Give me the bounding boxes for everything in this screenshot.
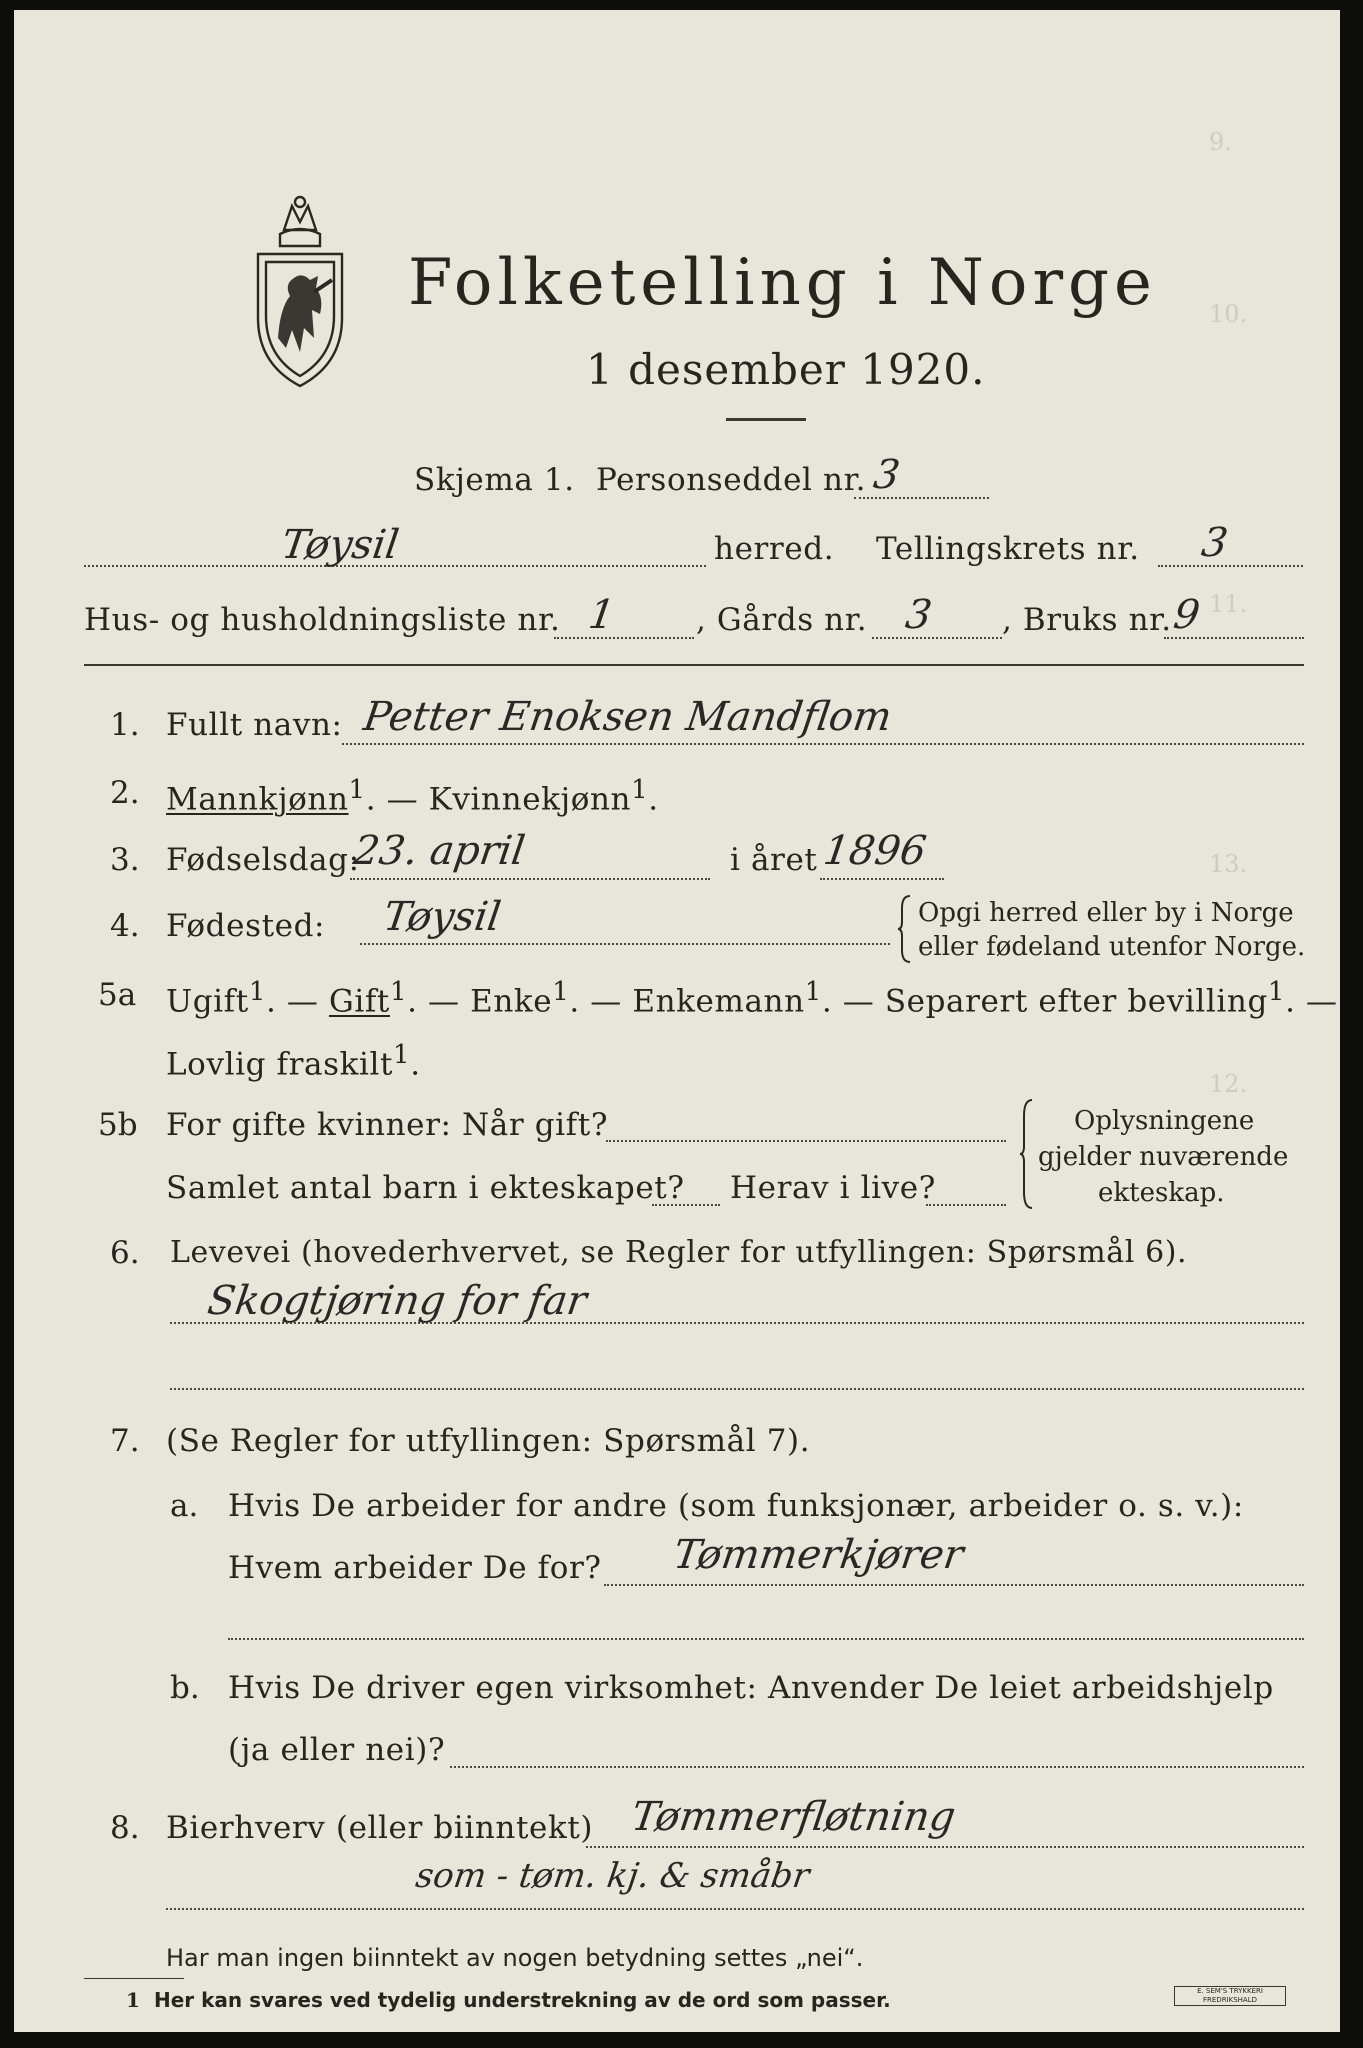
side-income-value-line2: som - tøm. kj. & småbr xyxy=(413,1856,812,1896)
q5b-note-line1: Oplysningene xyxy=(1074,1106,1255,1136)
birth-date-value: 23. april xyxy=(350,828,528,874)
personseddel-value: 3 xyxy=(870,452,903,498)
hus-value: 1 xyxy=(585,592,618,638)
birthplace-value: Tøysil xyxy=(380,894,504,940)
q8-label: Bierhverv (eller biinntekt) xyxy=(166,1810,594,1846)
q4-number: 4. xyxy=(110,908,140,944)
census-date: 1 desember 1920. xyxy=(586,345,986,394)
q6-field-line1 xyxy=(170,1322,1304,1324)
q5b-note-line3: ekteskap. xyxy=(1098,1178,1225,1208)
q7a-question: Hvem arbeider De for? xyxy=(228,1550,602,1586)
gards-label: , Gårds nr. xyxy=(696,602,868,638)
option-kvinnekjonn: Kvinnekjønn xyxy=(428,781,632,818)
census-form-sheet xyxy=(14,10,1340,2032)
q4-note-line1: Opgi herred eller by i Norge xyxy=(918,898,1294,928)
tellingskrets-field-line xyxy=(1158,565,1303,567)
q7a-letter: a. xyxy=(170,1488,199,1524)
gards-value: 3 xyxy=(902,592,935,638)
option-fraskilt: Lovlig fraskilt xyxy=(166,1046,394,1083)
herred-label: herred. xyxy=(714,531,835,567)
q6-label: Levevei (hovederhvervet, se Regler for utfyllingen: Spørsmål 6). xyxy=(170,1235,1188,1270)
tellingskrets-label: Tellingskrets nr. xyxy=(876,531,1140,567)
option-ugift: Ugift xyxy=(166,983,249,1020)
q7b-letter: b. xyxy=(170,1670,200,1706)
q1-number: 1. xyxy=(110,707,140,743)
q5b-label-alive: Herav i live? xyxy=(730,1170,936,1206)
gards-field-line xyxy=(872,637,1002,639)
bleed-through-text: 10. xyxy=(1209,300,1248,328)
q5b-alive-line xyxy=(926,1204,1006,1206)
option-mannkjonn: Mannkjønn xyxy=(166,781,349,818)
q3-year-line xyxy=(820,878,944,880)
bruks-value: 9 xyxy=(1170,592,1203,638)
footnote-text: Her kan svares ved tydelig understrekning av de ord som passer. xyxy=(154,1988,891,2012)
q7b-question: (ja eller nei)? xyxy=(228,1732,446,1768)
q5b-label-children: Samlet antal barn i ekteskapet? xyxy=(166,1170,685,1206)
side-income-value: Tømmerfløtning xyxy=(628,1794,959,1840)
q4-label: Fødested: xyxy=(166,908,326,944)
q8-field-line1 xyxy=(586,1846,1304,1848)
q3-label: Fødselsdag: xyxy=(166,842,360,878)
option-enkemann: Enkemann xyxy=(632,983,805,1020)
q3-date-line xyxy=(350,878,710,880)
footnote-divider xyxy=(84,1978,184,1979)
brace-icon xyxy=(898,894,912,964)
employer-value: Tømmerkjører xyxy=(670,1532,967,1578)
skjema-label: Skjema 1. xyxy=(414,462,575,498)
footnote-mark: 1 xyxy=(126,1988,140,2012)
bleed-through-text: 12. xyxy=(1209,1070,1248,1098)
bleed-through-text: 13. xyxy=(1209,850,1248,878)
q4-note-line2: eller fødeland utenfor Norge. xyxy=(918,932,1306,962)
title-divider xyxy=(726,418,806,421)
hus-label: Hus- og husholdningsliste nr. xyxy=(84,602,561,638)
q5b-note-line2: gjelder nuværende xyxy=(1038,1142,1289,1172)
q5a-number: 5a xyxy=(98,977,137,1013)
q6-number: 6. xyxy=(110,1235,140,1271)
tellingskrets-value: 3 xyxy=(1198,520,1231,566)
norway-coat-of-arms-icon xyxy=(244,188,356,388)
form-title: Folketelling i Norge xyxy=(408,246,1157,320)
bleed-through-text: 11. xyxy=(1209,590,1248,618)
brace-icon xyxy=(1020,1098,1034,1210)
bleed-through-text: 9. xyxy=(1209,128,1232,156)
q4-field-line xyxy=(360,943,890,945)
q5b-children-line xyxy=(652,1204,720,1206)
option-separert: Separert efter bevilling xyxy=(884,983,1268,1020)
q1-label: Fullt navn: xyxy=(166,707,343,743)
q7b-field-line xyxy=(450,1766,1304,1768)
q5b-married-line xyxy=(606,1140,1006,1142)
q2-number: 2. xyxy=(110,775,140,811)
q7a-field-line2 xyxy=(228,1638,1304,1640)
q8-note: Har man ingen biinntekt av nogen betydning settes „nei“. xyxy=(166,1944,864,1972)
q7a-text: Hvis De arbeider for andre (som funksjonær, arbeider o. s. v.): xyxy=(228,1488,1244,1524)
q8-field-line2 xyxy=(166,1908,1304,1910)
q5b-number: 5b xyxy=(98,1107,138,1143)
q7-number: 7. xyxy=(110,1423,140,1459)
year-label: i året xyxy=(730,842,818,878)
option-gift: Gift xyxy=(328,983,390,1020)
q3-number: 3. xyxy=(110,842,140,878)
herred-value: Tøysil xyxy=(278,522,402,568)
q5b-label-married: For gifte kvinner: Når gift? xyxy=(166,1107,609,1143)
bruks-label: , Bruks nr. xyxy=(1002,602,1172,638)
q7-label: (Se Regler for utfyllingen: Spørsmål 7). xyxy=(166,1423,811,1459)
q8-number: 8. xyxy=(110,1810,140,1846)
q7b-text: Hvis De driver egen virksomhet: Anvender De leiet arbeidshjelp xyxy=(228,1670,1274,1706)
hus-field-line xyxy=(554,637,694,639)
header-divider xyxy=(84,664,1304,666)
printer-stamp: E. SEM'S TRYKKERI FREDRIKSHALD xyxy=(1174,1986,1286,2006)
option-enke: Enke xyxy=(470,983,553,1020)
q2-options: Mannkjønn$^1$. — Kvinnekjønn$^1$. xyxy=(166,775,659,818)
q1-field-line xyxy=(342,743,1304,745)
occupation-value: Skogtjøring for far xyxy=(204,1278,590,1324)
q6-field-line2 xyxy=(170,1388,1304,1390)
birth-year-value: 1896 xyxy=(820,828,930,874)
q5a-options-line2: Lovlig fraskilt$^1$. xyxy=(166,1040,421,1083)
full-name-value: Petter Enoksen Mandflom xyxy=(360,694,895,740)
personseddel-label: Personseddel nr. xyxy=(596,462,867,498)
q5a-options: Ugift$^1$. — Gift$^1$. — Enke$^1$. — Enkemann$^1$. — Separert efter bevilling$^1$. — xyxy=(166,977,1338,1020)
q7a-field-line xyxy=(604,1584,1304,1586)
